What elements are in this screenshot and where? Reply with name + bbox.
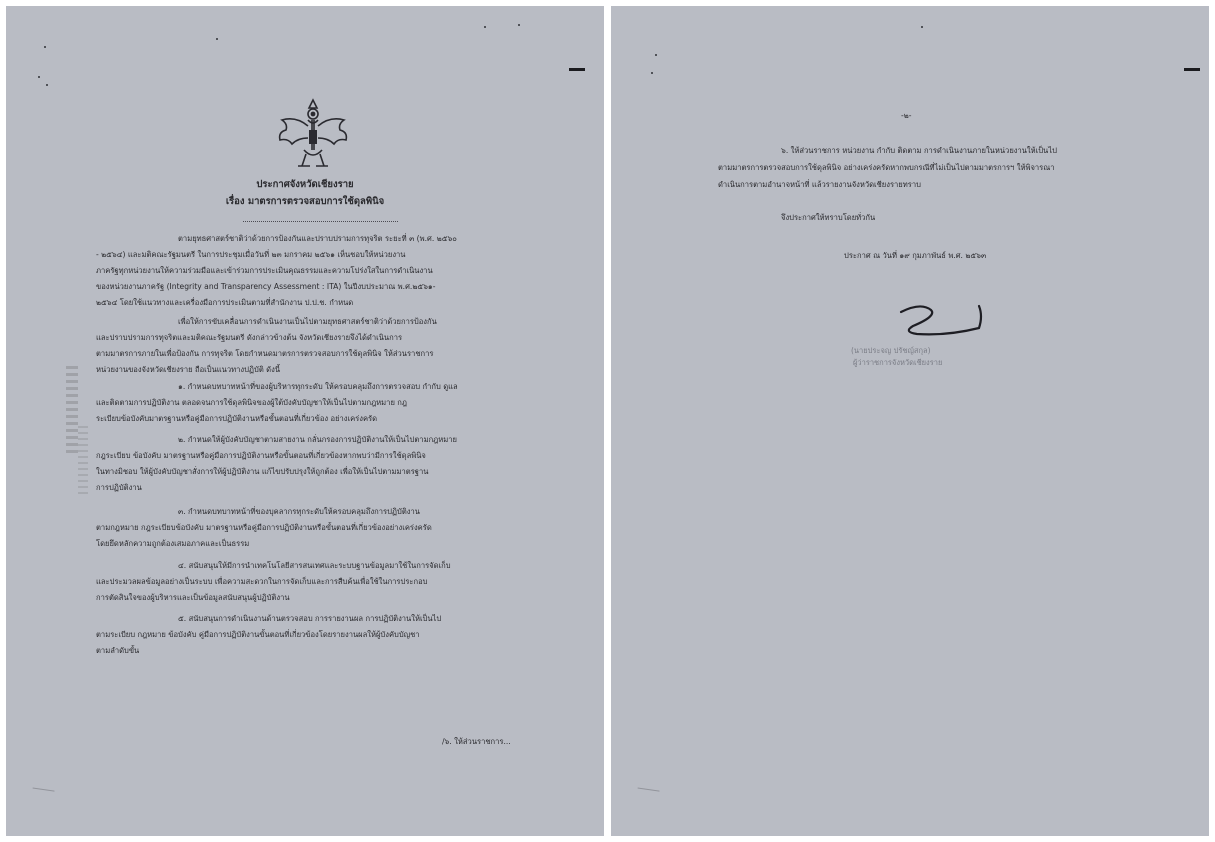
continuation-note: /๖. ให้ส่วนราชการ... — [442, 737, 511, 746]
body-line: ภาครัฐทุกหน่วยงานให้ความร่วมมือและเข้าร่วมการประเมินคุณธรรมและความโปร่งใสในการดำเนินงาน — [96, 266, 433, 275]
body-line: เพื่อให้การขับเคลื่อนการดำเนินงานเป็นไปตามยุทธศาสตร์ชาติว่าด้วยการป้องกัน — [178, 317, 437, 326]
speck — [921, 26, 923, 28]
title-rule — [243, 221, 398, 222]
speck — [651, 72, 653, 74]
announcement-subject: เรื่อง มาตรการตรวจสอบการใช้ดุลพินิจ — [225, 196, 385, 207]
speck — [518, 24, 520, 26]
faint-stamp — [66, 366, 78, 456]
body-line: การตัดสินใจของผู้บริหารและเป็นข้อมูลสนับสนุนผู้ปฏิบัติงาน — [96, 593, 290, 602]
signer-name: (นายประจญ ปรัชญ์สกุล) — [851, 346, 931, 355]
edge-mark — [1184, 68, 1200, 71]
announcement-date: ประกาศ ณ วันที่ ๑๙ กุมภาพันธ์ พ.ศ. ๒๕๖๓ — [844, 251, 987, 260]
edge-mark — [569, 68, 585, 71]
body-line: ตามยุทธศาสตร์ชาติว่าด้วยการป้องกันและปราบปรามการทุจริต ระยะที่ ๓ (พ.ศ. ๒๕๖๐ — [178, 234, 457, 243]
body-line: กฎระเบียบ ข้อบังคับ มาตรฐานหรือคู่มือการปฏิบัติงานหรือขั้นตอนที่เกี่ยวข้องหากพบว่ามีการใช้ดุลพินิจ — [96, 451, 426, 460]
body-line: ของหน่วยงานภาครัฐ (Integrity and Transparency Assessment : ITA) ในปีงบประมาณ พ.ศ.๒๕๖๑- — [96, 282, 436, 291]
body-line: ตามมาตรการภายในเพื่อป้องกัน การทุจริต โดยกำหนดมาตรการตรวจสอบการใช้ดุลพินิจ ให้ส่วนราชการ — [96, 349, 434, 358]
page-number: -๒- — [901, 111, 912, 120]
speck — [44, 46, 46, 48]
body-line: ตามกฎหมาย กฎระเบียบข้อบังคับ มาตรฐานหรือคู่มือการปฏิบัติงานหรือขั้นตอนที่เกี่ยวข้องอย่างเคร่งครัด — [96, 523, 432, 532]
corner-mark — [31, 788, 54, 800]
document-page-2 — [611, 6, 1209, 836]
garuda-emblem-icon — [278, 96, 348, 170]
body-line: ตามระเบียบ กฎหมาย ข้อบังคับ คู่มือการปฏิบัติงานขั้นตอนที่เกี่ยวข้องโดยรายงานผลให้ผู้บังคับบัญชา — [96, 630, 420, 639]
body-line: และปราบปรามการทุจริตและมติคณะรัฐมนตรี ดังกล่าวข้างต้น จังหวัดเชียงรายจึงได้ดำเนินการ — [96, 333, 403, 342]
body-line: ระเบียบข้อบังคับมาตรฐานหรือคู่มือการปฏิบัติงานหรือขั้นตอนที่เกี่ยวข้อง อย่างเคร่งครัด — [96, 414, 378, 423]
body-line: จึงประกาศให้ทราบโดยทั่วกัน — [781, 213, 876, 222]
speck — [655, 54, 657, 56]
body-line: และติดตามการปฏิบัติงาน ตลอดจนการใช้ดุลพินิจของผู้ใต้บังคับบัญชาให้เป็นไปตามกฎหมาย กฎ — [96, 398, 408, 407]
faint-stamp — [78, 426, 88, 496]
announcement-title: ประกาศจังหวัดเชียงราย — [256, 179, 354, 190]
body-line: โดยยึดหลักความถูกต้องเสมอภาคและเป็นธรรม — [96, 539, 250, 548]
corner-mark — [636, 788, 659, 800]
speck — [216, 38, 218, 40]
body-line: ในทางมิชอบ ให้ผู้บังคับบัญชาสั่งการให้ผู้ปฏิบัติงาน แก้ไขปรับปรุงให้ถูกต้อง เพื่อให้เป็นไปตามมาตรฐาน — [96, 467, 429, 476]
body-line: ตามลำดับขั้น — [96, 646, 140, 655]
document-page-1 — [6, 6, 604, 836]
body-line: ๔. สนับสนุนให้มีการนำเทคโนโลยีสารสนเทศและระบบฐานข้อมูลมาใช้ในการจัดเก็บ — [178, 561, 451, 570]
handwritten-signature — [893, 296, 993, 342]
body-line: ดำเนินการตามอำนาจหน้าที่ แล้วรายงานจังหวัดเชียงรายทราบ — [718, 180, 921, 189]
body-line: ๓. กำหนดบทบาทหน้าที่ของบุคลากรทุกระดับให้ครอบคลุมถึงการปฏิบัติงาน — [178, 507, 420, 516]
speck — [38, 76, 40, 78]
speck — [46, 84, 48, 86]
speck — [484, 26, 486, 28]
body-line: การปฏิบัติงาน — [96, 483, 142, 492]
body-line: ๒๕๖๔ โดยใช้แนวทางและเครื่องมือการประเมินตามที่สำนักงาน ป.ป.ช. กำหนด — [96, 298, 354, 307]
body-line: ๕. สนับสนุนการดำเนินงานด้านตรวจสอบ การรายงานผล การปฏิบัติงานให้เป็นไป — [178, 614, 442, 623]
body-line: ๒. กำหนดให้ผู้บังคับบัญชาตามสายงาน กลั่นกรองการปฏิบัติงานให้เป็นไปตามกฎหมาย — [178, 435, 457, 444]
signer-position: ผู้ว่าราชการจังหวัดเชียงราย — [853, 358, 943, 367]
body-line: ๑. กำหนดบทบาทหน้าที่ของผู้บริหารทุกระดับ ให้ครอบคลุมถึงการตรวจสอบ กำกับ ดูแล — [178, 382, 458, 391]
body-line: หน่วยงานของจังหวัดเชียงราย ถือเป็นแนวทางปฏิบัติ ดังนี้ — [96, 365, 281, 374]
body-line: ๖. ให้ส่วนราชการ หน่วยงาน กำกับ ติดตาม การดำเนินงานภายในหน่วยงานให้เป็นไป — [781, 146, 1057, 155]
body-line: ตามมาตรการตรวจสอบการใช้ดุลพินิจ อย่างเคร่งครัดหากพบกรณีที่ไม่เป็นไปตามมาตรการฯ ให้พิจารณา — [718, 163, 1055, 172]
page-separator — [604, 0, 611, 842]
body-line: - ๒๕๖๔) และมติคณะรัฐมนตรี ในการประชุมเมื่อวันที่ ๒๓ มกราคม ๒๕๖๑ เห็นชอบให้หน่วยงาน — [96, 250, 406, 259]
body-line: และประมวลผลข้อมูลอย่างเป็นระบบ เพื่อความสะดวกในการจัดเก็บและการสืบค้นเพื่อใช้ในการประกอบ — [96, 577, 428, 586]
